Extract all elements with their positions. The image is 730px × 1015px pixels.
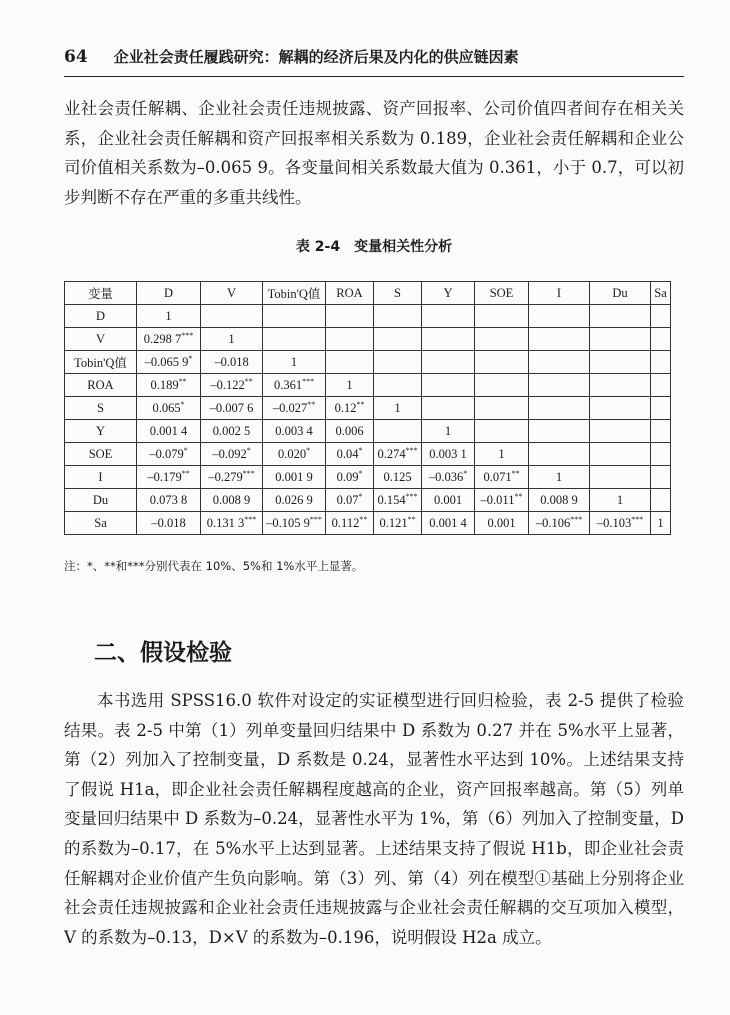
table-cell [374,328,422,351]
table-cell: 0.003 1 [422,443,475,466]
table-cell: 0.131 3*** [201,512,263,535]
column-header: V [201,282,263,305]
table-cell [326,351,374,374]
table-cell [529,443,590,466]
table-row [65,489,671,512]
table-cell: 0.073 8 [137,489,201,512]
column-header: Y [422,282,475,305]
column-header: D [137,282,201,305]
table-cell [263,328,326,351]
table-cell: 0.065* [137,397,201,420]
table-row [65,397,671,420]
table-cell: –0.279*** [201,466,263,489]
table-row [65,351,671,374]
column-header: Sa [651,282,671,305]
table-cell [475,305,529,328]
table-cell: 0.026 9 [263,489,326,512]
table-cell: –0.036* [422,466,475,489]
table-cell [529,420,590,443]
table-cell [475,374,529,397]
table-cell: 0.008 9 [201,489,263,512]
column-header: SOE [475,282,529,305]
table-cell [651,489,671,512]
table-cell: 0.001 [422,489,475,512]
book-title: 企业社会责任履践研究：解耦的经济后果及内化的供应链因素 [113,48,519,66]
table-cell [422,351,475,374]
table-cell: 0.001 9 [263,466,326,489]
table-cell: 1 [529,466,590,489]
column-header: Du [590,282,651,305]
row-label: Tobin'Q值 [65,351,137,374]
table-cell [374,374,422,397]
table-cell [590,374,651,397]
table-cell: 0.001 [475,512,529,535]
table-cell [201,305,263,328]
table-cell [326,328,374,351]
running-header [64,46,684,67]
table-cell: 0.020* [263,443,326,466]
table-cell: –0.122** [201,374,263,397]
table-cell: –0.103*** [590,512,651,535]
table-row [65,443,671,466]
table-cell [475,328,529,351]
section-heading: 二、假设检验 [94,640,232,666]
table-cell: 1 [201,328,263,351]
table-cell: 1 [590,489,651,512]
table-cell: 1 [326,374,374,397]
paragraph-hypothesis-test: 本书选用 SPSS16.0 软件对设定的实证模型进行回归检验，表 2-5 提供了检验结果。表 2-5 中第（1）列单变量回归结果中 D 系数为 0.27 并在 5%水平上显著，第（2）列加入了控制变量，D 系数是 0.24，显著性水平达到 10%。上述结果支持了假说 H1a，即企业社会责任解耦程度越高的企业，资产回报率越高。第（5）列单变量回归结果中 D 系数为–0.24，显著性水平为 1%，第（6）列加入了控制变量，D 的系数为–0.17，在 5%水平上达到显著。上述结果支持了假说 H1b，即企业社会责任解耦对企业价值产生负向影响。第（3）列、第（4）列在模型①基础上分别将企业社会责任违规披露和企业社会责任违规披露与企业社会责任解耦的交互项加入模型，V 的系数为–0.13，D×V 的系数为–0.196，说明假设 H2a 成立。 [64,691,684,947]
row-label: Du [65,489,137,512]
correlation-table [64,281,671,535]
table-cell [651,420,671,443]
table-note: 注：*、**和***分别代表在 10%、5%和 1%水平上显著。 [64,559,364,573]
table-cell [590,397,651,420]
table-cell: 1 [374,397,422,420]
column-header: ROA [326,282,374,305]
table-cell: 0.121** [374,512,422,535]
row-label: V [65,328,137,351]
table-cell: 0.361*** [263,374,326,397]
table-cell: 0.002 5 [201,420,263,443]
row-label: I [65,466,137,489]
table-cell: 0.006 [326,420,374,443]
table-cell [651,466,671,489]
table-cell: 1 [651,512,671,535]
table-cell: 0.04* [326,443,374,466]
table-cell: 1 [263,351,326,374]
table-cell: 0.12** [326,397,374,420]
table-cell [529,305,590,328]
column-header: Tobin'Q值 [263,282,326,305]
table-cell [374,420,422,443]
table-row [65,466,671,489]
table-cell [422,328,475,351]
table-cell: 0.09* [326,466,374,489]
table-cell: 1 [137,305,201,328]
table-cell [651,443,671,466]
table-cell [651,351,671,374]
table-cell [529,374,590,397]
table-cell [590,305,651,328]
table-cell [263,305,326,328]
table-cell [651,374,671,397]
table-cell: 0.189** [137,374,201,397]
table-cell: –0.092* [201,443,263,466]
table-cell [422,374,475,397]
header-rule [64,76,684,77]
table-cell [529,397,590,420]
table-cell: –0.007 6 [201,397,263,420]
table-cell [475,397,529,420]
table-cell [590,420,651,443]
table-cell [590,466,651,489]
table-header-row [65,282,671,305]
table-cell: 0.071** [475,466,529,489]
table-cell: 0.001 4 [137,420,201,443]
table-cell: 0.008 9 [529,489,590,512]
table-cell: 0.154*** [374,489,422,512]
table-row [65,420,671,443]
table-cell [326,305,374,328]
row-label: Y [65,420,137,443]
table-cell [475,351,529,374]
table-cell [529,328,590,351]
row-label: S [65,397,137,420]
table-cell: –0.106*** [529,512,590,535]
table-row [65,328,671,351]
table-cell: –0.027** [263,397,326,420]
table-cell [651,328,671,351]
table-cell: –0.065 9* [137,351,201,374]
table-cell: –0.105 9*** [263,512,326,535]
table-cell: 1 [422,420,475,443]
table-cell: –0.079* [137,443,201,466]
table-body [65,305,671,535]
page-number: 64 [64,47,88,67]
table-cell [590,443,651,466]
table-cell: 0.07* [326,489,374,512]
column-header: S [374,282,422,305]
table-cell: –0.011** [475,489,529,512]
table-cell [422,397,475,420]
table-cell: 1 [475,443,529,466]
row-label: SOE [65,443,137,466]
table-cell [590,351,651,374]
table-cell: –0.179** [137,466,201,489]
table-cell: 0.112** [326,512,374,535]
table-cell: 0.001 4 [422,512,475,535]
column-header: 变量 [65,282,137,305]
table-cell: 0.298 7*** [137,328,201,351]
row-label: ROA [65,374,137,397]
table-cell [374,351,422,374]
table-cell [590,328,651,351]
column-header: I [529,282,590,305]
table-cell [475,420,529,443]
row-label: Sa [65,512,137,535]
table-row [65,374,671,397]
table-title: 表 2-4 变量相关性分析 [295,239,453,255]
row-label: D [65,305,137,328]
table-cell: 0.125 [374,466,422,489]
table-row [65,512,671,535]
table-cell: 0.274*** [374,443,422,466]
paragraph-correlation-summary: 业社会责任解耦、企业社会责任违规披露、资产回报率、公司价值四者间存在相关关系，企业社会责任解耦和资产回报率相关系数为 0.189，企业社会责任解耦和企业公司价值相关系数为–0.065 9。各变量间相关系数最大值为 0.361，小于 0.7，可以初步判断不存在严重的多重共线性。 [64,99,684,207]
table-cell [422,305,475,328]
table-cell [374,305,422,328]
table-cell [651,305,671,328]
table-cell: –0.018 [201,351,263,374]
table-cell: –0.018 [137,512,201,535]
table-cell [529,351,590,374]
table-row [65,305,671,328]
table-cell [651,397,671,420]
table-cell: 0.003 4 [263,420,326,443]
